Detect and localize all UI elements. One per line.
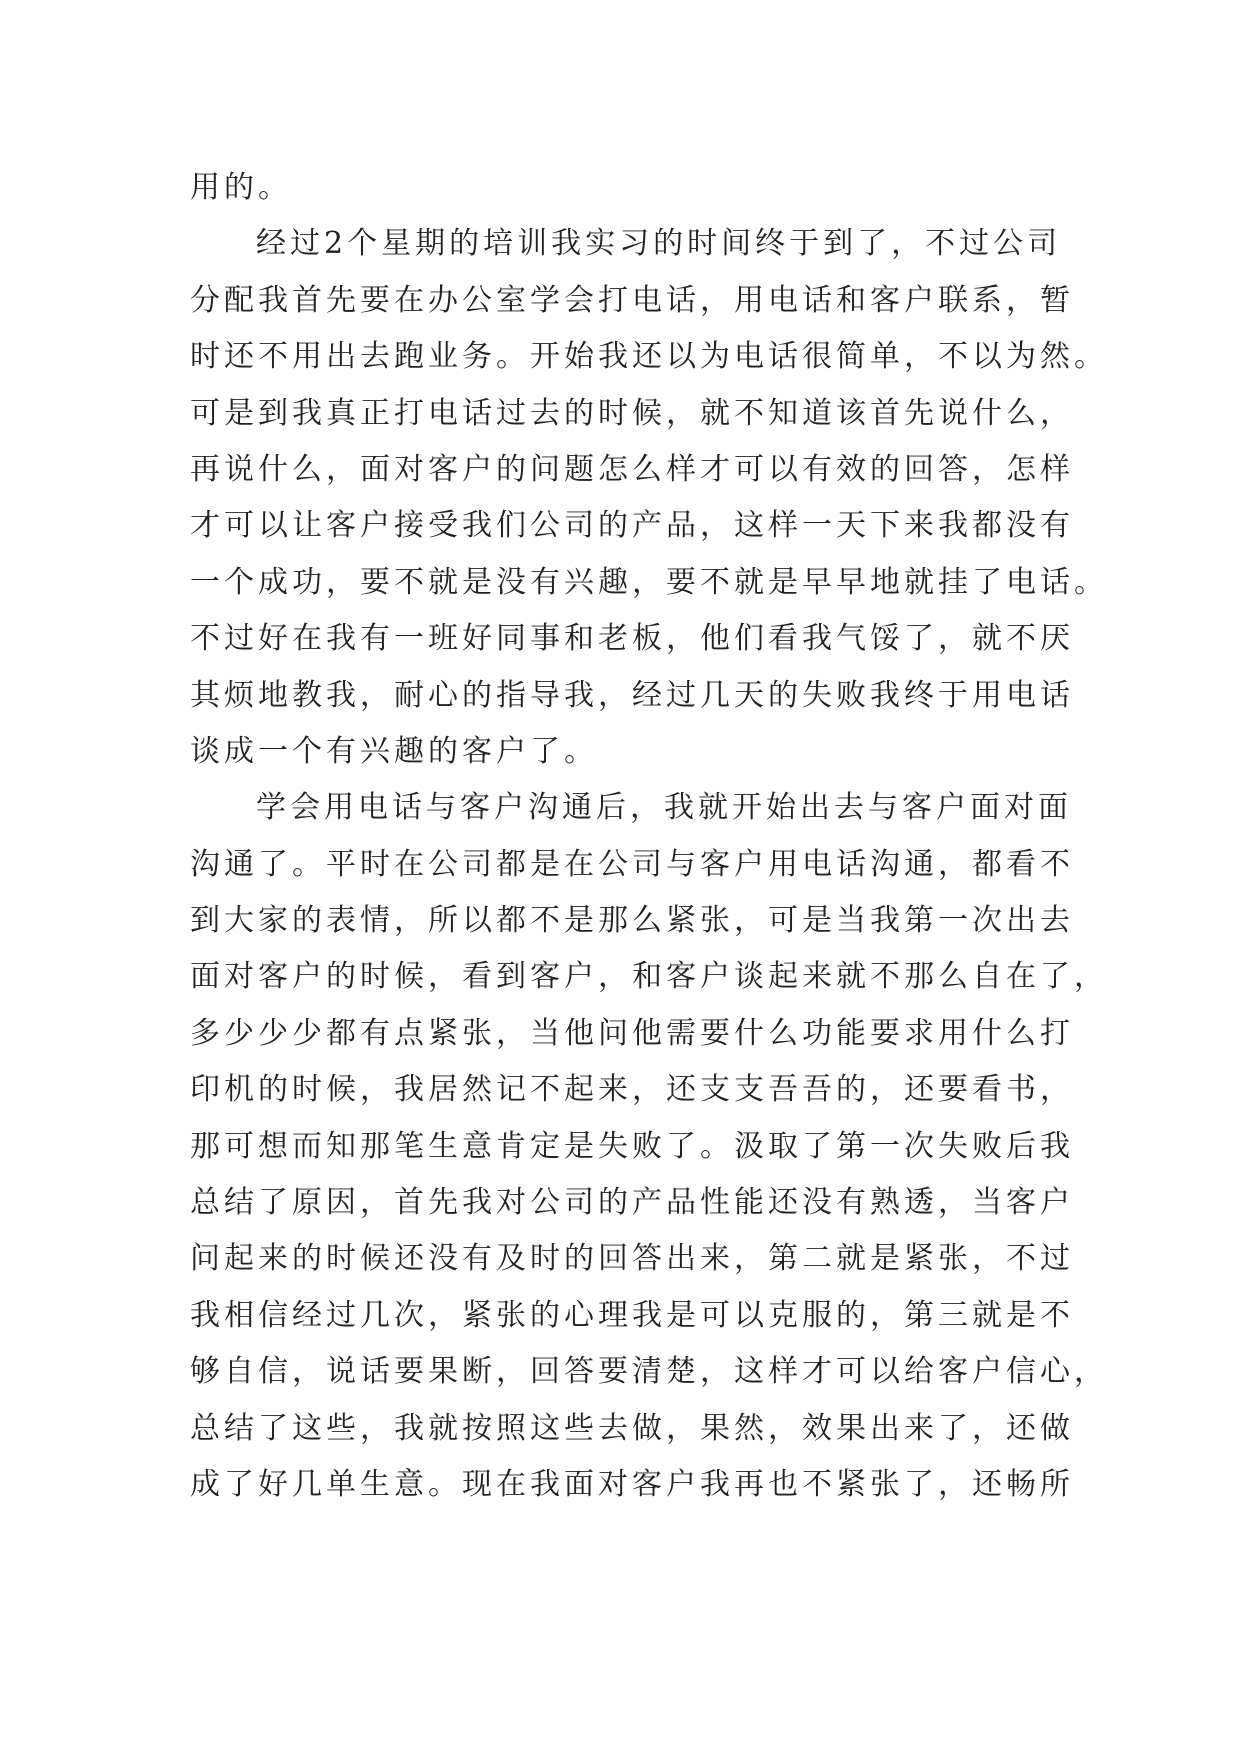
text-line: 时还不用出去跑业务。开始我还以为电话很简单，不以为然。 (190, 339, 1108, 375)
text-line: 够自信，说话要果断，回答要清楚，这样才可以给客户信心， (190, 1354, 1108, 1390)
text-line: 谈成一个有兴趣的客户了。 (190, 733, 598, 769)
text-line: 再说什么，面对客户的问题怎么样才可以有效的回答，怎样 (190, 451, 1074, 487)
text-line: 学会用电话与客户沟通后，我就开始出去与客户面对面 (256, 790, 1072, 826)
text-line: 分配我首先要在办公室学会打电话，用电话和客户联系，暂 (190, 282, 1074, 318)
text-line: 那可想而知那笔生意肯定是失败了。汲取了第一次失败后我 (190, 1128, 1074, 1164)
text-line: 总结了原因，首先我对公司的产品性能还没有熟透，当客户 (190, 1185, 1074, 1221)
text-line: 面对客户的时候，看到客户，和客户谈起来就不那么自在了， (190, 959, 1108, 995)
text-line: 印机的时候，我居然记不起来，还支支吾吾的，还要看书， (190, 1072, 1074, 1108)
text-line: 问起来的时候还没有及时的回答出来，第二就是紧张，不过 (190, 1241, 1074, 1277)
text-line: 可是到我真正打电话过去的时候，就不知道该首先说什么， (190, 395, 1074, 431)
text-line: 用的。 (190, 170, 292, 205)
text-line: 其烦地教我，耐心的指导我，经过几天的失败我终于用电话 (190, 677, 1074, 713)
body-text (190, 160, 1108, 1513)
text-line: 总结了这些，我就按照这些去做，果然，效果出来了，还做 (190, 1410, 1074, 1446)
text-line: 沟通了。平时在公司都是在公司与客户用电话沟通，都看不 (190, 846, 1074, 882)
text-line: 成了好几单生意。现在我面对客户我再也不紧张了，还畅所 (190, 1466, 1074, 1502)
text-line: 一个成功，要不就是没有兴趣，要不就是早早地就挂了电话。 (190, 564, 1108, 600)
text-line: 多少少少都有点紧张，当他问他需要什么功能要求用什么打 (190, 1015, 1074, 1051)
text-line: 到大家的表情，所以都不是那么紧张，可是当我第一次出去 (190, 903, 1074, 939)
text-line: 才可以让客户接受我们公司的产品，这样一天下来我都没有 (190, 508, 1074, 544)
text-line: 我相信经过几次，紧张的心理我是可以克服的，第三就是不 (190, 1297, 1074, 1333)
text-line: 不过好在我有一班好同事和老板，他们看我气馁了，就不厌 (190, 621, 1074, 657)
text-line: 经过2个星期的培训我实习的时间终于到了，不过公司 (256, 226, 1062, 262)
